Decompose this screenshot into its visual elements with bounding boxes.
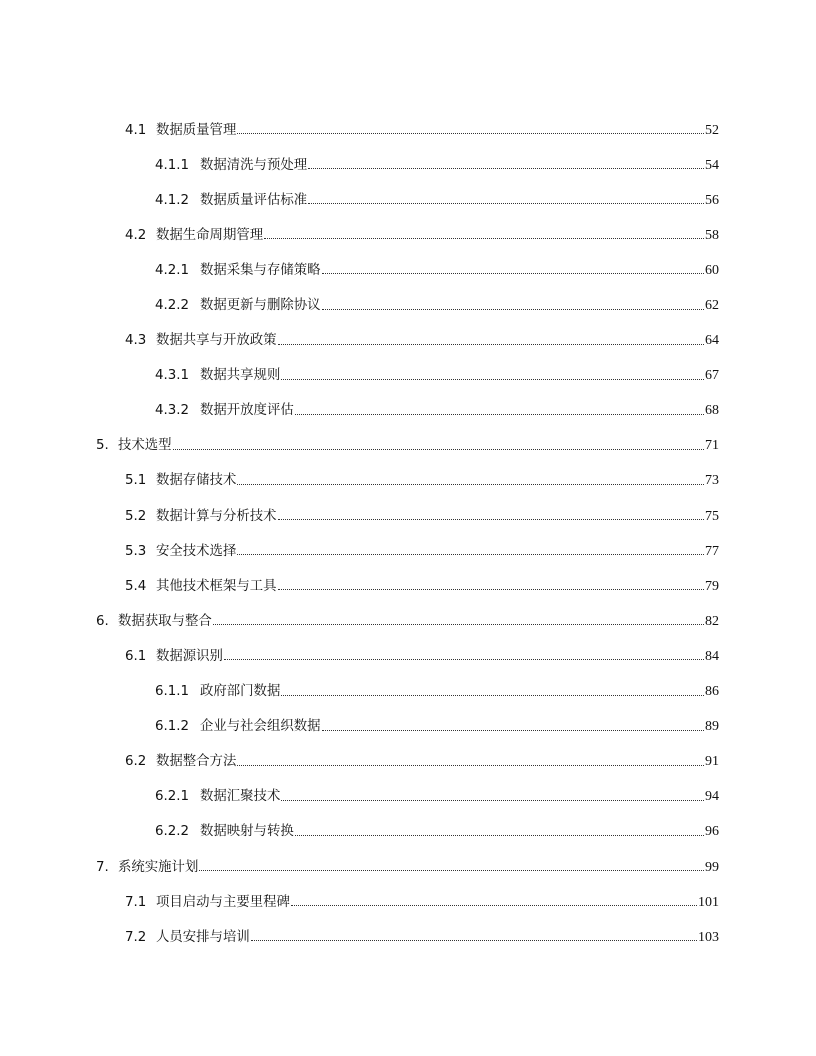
toc-entry-title: 其他技术框架与工具 xyxy=(156,578,277,594)
toc-entry-title: 数据存储技术 xyxy=(156,473,237,489)
toc-entry[interactable] xyxy=(0,499,816,534)
toc-entry[interactable] xyxy=(0,148,816,183)
toc-entry-title: 技术选型 xyxy=(118,438,172,454)
toc-entry-page-number: 58 xyxy=(705,227,719,243)
toc-entry[interactable] xyxy=(0,780,816,815)
toc-entry-page-number: 99 xyxy=(705,859,719,875)
toc-entry[interactable] xyxy=(0,429,816,464)
toc-entry-title: 企业与社会组织数据 xyxy=(200,719,321,735)
toc-entry-title: 数据汇聚技术 xyxy=(200,789,281,805)
toc-dot-leader xyxy=(251,939,697,941)
toc-entry[interactable] xyxy=(0,920,816,955)
toc-entry-number: 5. xyxy=(96,438,109,454)
toc-entry-number: 6. xyxy=(96,613,109,629)
toc-entry-page-number: 79 xyxy=(705,578,719,594)
toc-entry-number: 4.3.2 xyxy=(155,403,190,419)
toc-entry-page-number: 73 xyxy=(705,473,719,489)
toc-dot-leader xyxy=(278,518,704,520)
toc-entry-number: 4.2.2 xyxy=(155,298,190,314)
toc-dot-leader xyxy=(322,308,704,310)
toc-entry[interactable] xyxy=(0,710,816,745)
toc-entry-title: 数据共享与开放政策 xyxy=(156,333,277,349)
toc-entry[interactable] xyxy=(0,569,816,604)
toc-entry[interactable] xyxy=(0,324,816,359)
toc-entry-number: 4.1.2 xyxy=(155,192,190,208)
toc-entry-page-number: 91 xyxy=(705,754,719,770)
toc-entry-number: 5.3 xyxy=(125,543,147,559)
toc-entry-number: 4.3 xyxy=(125,333,147,349)
toc-entry-title: 安全技术选择 xyxy=(156,543,237,559)
toc-entry-page-number: 52 xyxy=(705,122,719,138)
toc-entry-page-number: 71 xyxy=(705,438,719,454)
toc-dot-leader xyxy=(224,658,704,660)
toc-dot-leader xyxy=(281,799,704,801)
toc-entry-number: 6.2.1 xyxy=(155,789,190,805)
table-of-contents xyxy=(0,113,816,955)
toc-entry-title: 人员安排与培训 xyxy=(156,929,250,945)
toc-dot-leader xyxy=(322,272,704,274)
toc-entry-title: 政府部门数据 xyxy=(200,684,281,700)
toc-entry[interactable] xyxy=(0,113,816,148)
toc-dot-leader xyxy=(237,483,704,485)
toc-entry-page-number: 82 xyxy=(705,613,719,629)
toc-dot-leader xyxy=(237,764,704,766)
toc-entry-page-number: 94 xyxy=(705,789,719,805)
toc-entry-page-number: 60 xyxy=(705,262,719,278)
toc-entry[interactable] xyxy=(0,253,816,288)
toc-entry-number: 7.1 xyxy=(125,894,147,910)
toc-entry-number: 6.1.1 xyxy=(155,684,190,700)
toc-entry[interactable] xyxy=(0,675,816,710)
toc-entry-title: 数据质量评估标准 xyxy=(200,192,308,208)
toc-entry[interactable] xyxy=(0,604,816,639)
toc-entry-page-number: 56 xyxy=(705,192,719,208)
toc-entry-title: 数据映射与转换 xyxy=(200,824,294,840)
toc-entry-number: 5.2 xyxy=(125,508,147,524)
toc-entry-title: 数据清洗与预处理 xyxy=(200,157,308,173)
toc-entry-page-number: 96 xyxy=(705,824,719,840)
toc-entry-number: 4.2 xyxy=(125,227,147,243)
toc-entry-title: 项目启动与主要里程碑 xyxy=(156,894,290,910)
toc-entry[interactable] xyxy=(0,464,816,499)
toc-entry[interactable] xyxy=(0,885,816,920)
toc-entry-page-number: 67 xyxy=(705,368,719,384)
toc-entry-title: 数据生命周期管理 xyxy=(156,227,264,243)
toc-entry[interactable] xyxy=(0,359,816,394)
toc-entry-title: 数据采集与存储策略 xyxy=(200,262,321,278)
toc-dot-leader xyxy=(308,167,704,169)
toc-dot-leader xyxy=(264,237,704,239)
toc-dot-leader xyxy=(278,588,704,590)
toc-entry-page-number: 101 xyxy=(698,894,719,910)
toc-entry-page-number: 54 xyxy=(705,157,719,173)
toc-entry-page-number: 77 xyxy=(705,543,719,559)
toc-entry-number: 7. xyxy=(96,859,109,875)
toc-entry[interactable] xyxy=(0,288,816,323)
toc-dot-leader xyxy=(237,132,704,134)
toc-entry-number: 6.2.2 xyxy=(155,824,190,840)
toc-entry[interactable] xyxy=(0,534,816,569)
toc-dot-leader xyxy=(199,869,704,871)
toc-entry[interactable] xyxy=(0,815,816,850)
toc-dot-leader xyxy=(173,448,704,450)
toc-entry-number: 6.2 xyxy=(125,754,147,770)
toc-entry[interactable] xyxy=(0,394,816,429)
toc-entry-page-number: 89 xyxy=(705,719,719,735)
toc-entry-page-number: 84 xyxy=(705,648,719,664)
toc-entry-title: 数据计算与分析技术 xyxy=(156,508,277,524)
toc-entry-title: 数据开放度评估 xyxy=(200,403,294,419)
toc-dot-leader xyxy=(281,378,704,380)
toc-dot-leader xyxy=(278,343,704,345)
toc-entry-number: 7.2 xyxy=(125,929,147,945)
toc-dot-leader xyxy=(237,553,704,555)
toc-entry-title: 数据整合方法 xyxy=(156,754,237,770)
toc-dot-leader xyxy=(322,729,704,731)
toc-entry[interactable] xyxy=(0,183,816,218)
toc-entry-title: 数据源识别 xyxy=(156,648,223,664)
toc-entry-number: 4.1.1 xyxy=(155,157,190,173)
toc-entry-title: 数据获取与整合 xyxy=(118,613,212,629)
toc-entry-title: 数据更新与删除协议 xyxy=(200,298,321,314)
toc-entry[interactable] xyxy=(0,639,816,674)
toc-dot-leader xyxy=(213,623,704,625)
toc-entry-title: 数据质量管理 xyxy=(156,122,237,138)
toc-entry-number: 4.3.1 xyxy=(155,368,190,384)
toc-entry-title: 数据共享规则 xyxy=(200,368,281,384)
toc-entry-page-number: 75 xyxy=(705,508,719,524)
toc-entry-number: 6.1 xyxy=(125,648,147,664)
toc-entry-number: 5.4 xyxy=(125,578,147,594)
toc-entry-page-number: 64 xyxy=(705,333,719,349)
toc-entry-page-number: 86 xyxy=(705,684,719,700)
toc-entry-title: 系统实施计划 xyxy=(118,859,199,875)
toc-entry-number: 4.2.1 xyxy=(155,262,190,278)
toc-entry-page-number: 68 xyxy=(705,403,719,419)
toc-entry-number: 6.1.2 xyxy=(155,719,190,735)
toc-entry-page-number: 62 xyxy=(705,298,719,314)
toc-entry[interactable] xyxy=(0,218,816,253)
toc-entry[interactable] xyxy=(0,745,816,780)
toc-dot-leader xyxy=(281,694,704,696)
toc-entry[interactable] xyxy=(0,850,816,885)
toc-entry-page-number: 103 xyxy=(698,929,719,945)
toc-dot-leader xyxy=(295,834,704,836)
toc-dot-leader xyxy=(308,202,704,204)
toc-dot-leader xyxy=(295,413,704,415)
toc-dot-leader xyxy=(291,904,697,906)
toc-entry-number: 5.1 xyxy=(125,473,147,489)
toc-entry-number: 4.1 xyxy=(125,122,147,138)
